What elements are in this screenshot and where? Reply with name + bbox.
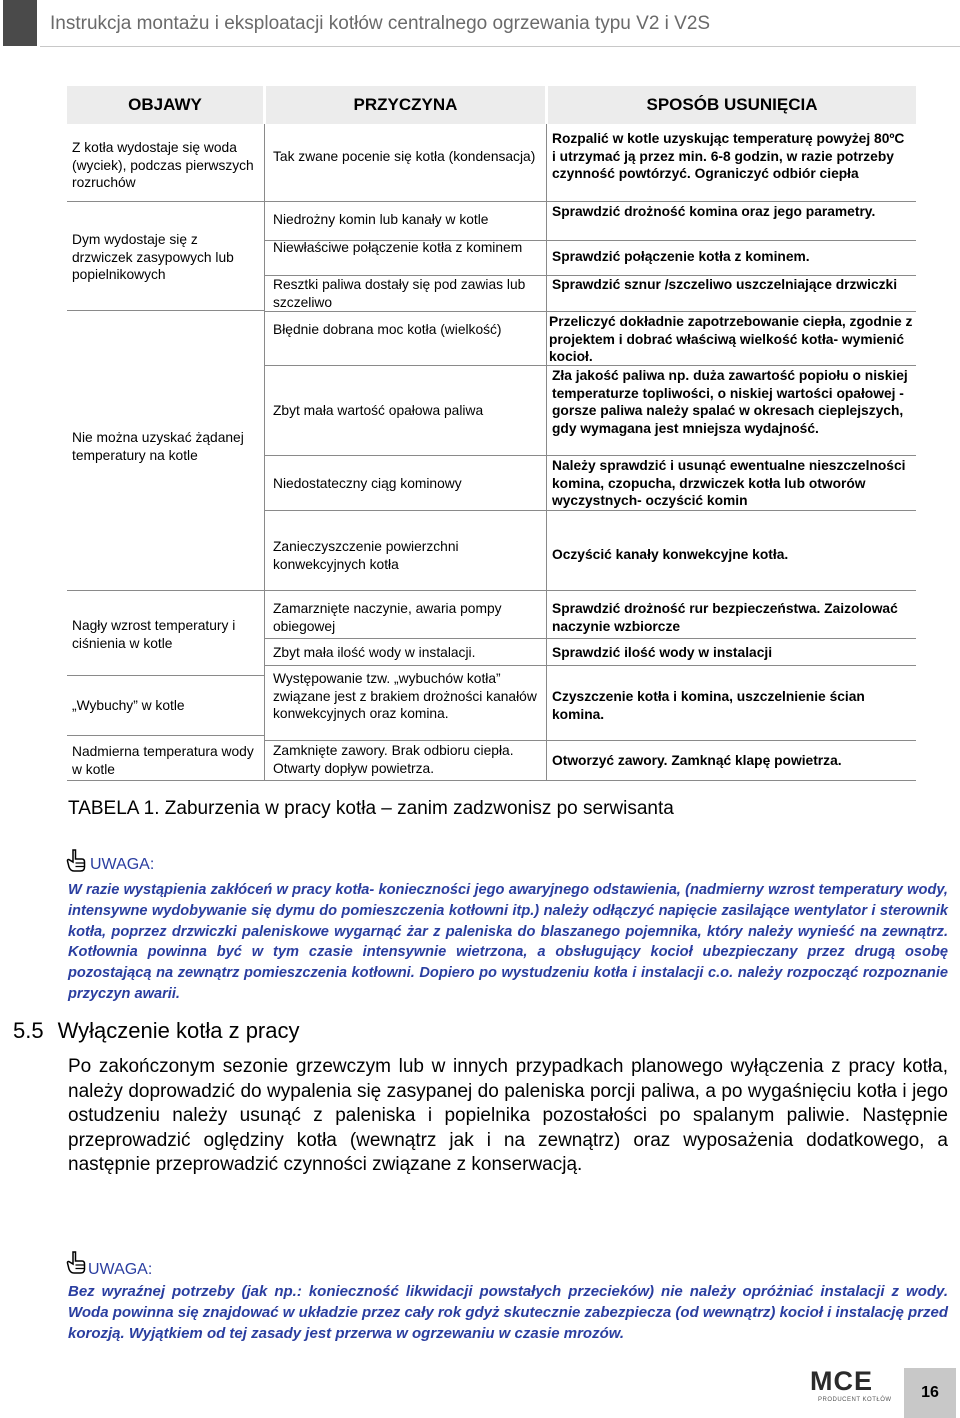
cause-cell: Tak zwane pocenie się kotła (kondensacja) xyxy=(273,149,536,164)
remedy-cell: Sprawdzić drożność rur bezpieczeństwa. Zaizolować naczynie wzbiorcze xyxy=(552,601,898,634)
table-divider xyxy=(67,675,264,676)
symptom-cell: Z kotła wydostaje się woda (wyciek), podczas pierwszych rozruchów xyxy=(72,140,254,190)
remedy-cell: Rozpalić w kotle uzyskując temperaturę powyżej 80ºC i utrzymać ją przez min. 6-8 godzin, w razie potrzeby czynność powtórzyć. Ograniczyć odbiór ciepła xyxy=(552,131,905,181)
remedy-cell: Sprawdzić drożność komina oraz jego parametry. xyxy=(552,204,876,219)
table-caption: TABELA 1. Zaburzenia w pracy kotła – zanim zadzwonisz po serwisanta xyxy=(68,798,674,819)
cause-cell: Występowanie tzw. „wybuchów kotła” związane jest z brakiem drożności kanałów konwekcyjnych oraz komina. xyxy=(273,671,537,721)
pointing-hand-icon xyxy=(66,848,86,872)
column-header-symptoms: OBJAWY xyxy=(67,86,263,124)
table-divider xyxy=(546,124,547,780)
column-header-cause: PRZYCZYNA xyxy=(266,86,545,124)
section-title: Wyłączenie kotła z pracy xyxy=(57,1018,300,1043)
pointing-hand-icon xyxy=(66,1250,86,1274)
company-logo xyxy=(810,1366,892,1403)
table-divider xyxy=(264,510,916,511)
remedy-cell: Należy sprawdzić i usunąć ewentualne nieszczelności komina, czopucha, drzwiczek kotła lub otworów wyczystnych- oczyścić komin xyxy=(552,458,906,508)
table-divider xyxy=(264,311,916,312)
header-title: Instrukcja montażu i eksploatacji kotłów centralnego ogrzewania typu V2 i V2S xyxy=(50,13,711,34)
page-number: 16 xyxy=(904,1368,956,1418)
cause-cell: Zanieczyszczenie powierzchni konwekcyjnych kotła xyxy=(273,539,459,572)
cause-cell: Zbyt mała ilość wody w instalacji. xyxy=(273,645,476,660)
cause-cell: Zbyt mała wartość opałowa paliwa xyxy=(273,403,484,418)
table-divider xyxy=(67,310,264,311)
symptom-cell: Nadmierna temperatura wody w kotle xyxy=(72,744,254,777)
column-header-remedy: SPOSÓB USUNIĘCIA xyxy=(548,86,916,124)
warning-text: W razie wystąpienia zakłóceń w pracy kotła- konieczności jego awaryjnego odstawienia, (nadmierny wzrost temperatury wody, intensywne wydobywanie się dymu do pomieszczenia kotłowni itp.) należy odłączyć napięcie zasilające wentylator i sterownik kotła, poprzez drzwiczki paleniskowe wygarnąć żar z paleniska do blaszanego pojemnika, który należy wynieść na zewnątrz. Kotłownia powinna być w tym czasie intensywnie wietrzona, a obsługujący kocioł ubezpieczany przez drugą osobę pozostającą na zewnątrz pomieszczenia kotłowni. Dopiero po wystudzeniu kotła i instalacji c.o. należy rozpocząć rozpoznanie przyczyn awarii. xyxy=(68,882,948,1002)
symptom-cell: Nie można uzyskać żądanej temperatury na kotle xyxy=(72,430,244,463)
warning-label: UWAGA: xyxy=(90,856,155,873)
table-divider xyxy=(264,590,916,591)
cause-cell: Niewłaściwe połączenie kotła z kominem xyxy=(273,240,523,255)
symptom-cell: Dym wydostaje się z drzwiczek zasypowych lub popielnikowych xyxy=(72,232,234,282)
section-heading xyxy=(13,1018,300,1044)
section-number: 5.5 xyxy=(13,1018,44,1043)
symptom-cell: Nagły wzrost temperatury i ciśnienia w kotle xyxy=(72,618,236,651)
cause-cell: Niedrożny komin lub kanały w kotle xyxy=(273,212,489,227)
cause-cell: Niedostateczny ciąg kominowy xyxy=(273,476,462,491)
cause-cell: Błędnie dobrana moc kotła (wielkość) xyxy=(273,322,502,337)
table-divider xyxy=(264,665,916,666)
remedy-cell: Przeliczyć dokładnie zapotrzebowanie ciepła, zgodnie z projektem i dobrać właściwą wielkość kotła- wymienić kocioł. xyxy=(549,314,913,364)
logo-mark: MCE xyxy=(810,1366,873,1396)
table-divider xyxy=(67,590,264,591)
remedy-cell: Otworzyć zawory. Zamknąć klapę powietrza. xyxy=(552,753,842,768)
table-divider xyxy=(67,735,264,736)
header-divider xyxy=(40,46,960,47)
cause-cell: Zamarznięte naczynie, awaria pompy obiegowej xyxy=(273,601,502,634)
remedy-cell: Sprawdzić ilość wody w instalacji xyxy=(552,645,773,660)
warning-label: UWAGA: xyxy=(88,1261,153,1278)
table-divider xyxy=(264,124,265,780)
cause-cell: Resztki paliwa dostały się pod zawias lub szczeliwo xyxy=(273,277,526,310)
remedy-cell: Sprawdzić połączenie kotła z kominem. xyxy=(552,249,810,264)
logo-tagline: PRODUCENT KOTŁÓW xyxy=(818,1397,892,1403)
remedy-cell: Czyszczenie kotła i komina, uszczelnienie ścian komina. xyxy=(552,689,865,722)
remedy-cell: Sprawdzić sznur /szczeliwo uszczelniające drzwiczki xyxy=(552,277,898,292)
remedy-cell: Oczyścić kanały konwekcyjne kotła. xyxy=(552,547,789,562)
header-block xyxy=(3,0,37,46)
table-divider xyxy=(264,638,916,639)
symptom-cell: „Wybuchy” w kotle xyxy=(72,698,185,713)
section-body: Po zakończonym sezonie grzewczym lub w innych przypadkach planowego wyłączenia z pracy kotła, należy doprowadzić do wypalenia się zasypanej do paleniska porcji paliwa, a po wygaśnięciu kotła i jego ostudzeniu należy usunąć z paleniska i popielnika pozostałości po spalanym paliwie. Następnie przeprowadzić oględziny kotła (wewnątrz jak i na zewnątrz) oraz wyposażenia dodatkowego, a następnie przeprowadzić czynności związane z konserwacją. xyxy=(68,1056,948,1176)
remedy-cell: Zła jakość paliwa np. duża zawartość popiołu o niskiej temperaturze topliwości, o niskiej wartości opałowej - gorsze paliwa należy spalać w okresach cieplejszych, gdy wymagana jest mniejsza wydajność. xyxy=(552,368,908,436)
table-divider xyxy=(264,201,916,202)
table-divider xyxy=(67,201,264,202)
warning-text: Bez wyraźnej potrzeby (jak np.: konieczność likwidacji powstałych przecieków) nie należy opróżniać instalacji z wody. Woda powinna się znajdować w układzie przez cały rok gdyż skutecznie zabezpiecza (od wewnątrz) kocioł i instalację przed korozją. Wyjątkiem od tej zasady jest przerwa w ogrzewaniu w czasie mrozów. xyxy=(68,1283,948,1342)
table-divider xyxy=(264,740,916,741)
cause-cell: Zamknięte zawory. Brak odbioru ciepła. Otwarty dopływ powietrza. xyxy=(273,743,514,776)
table-divider xyxy=(264,455,916,456)
table-divider xyxy=(67,780,916,781)
